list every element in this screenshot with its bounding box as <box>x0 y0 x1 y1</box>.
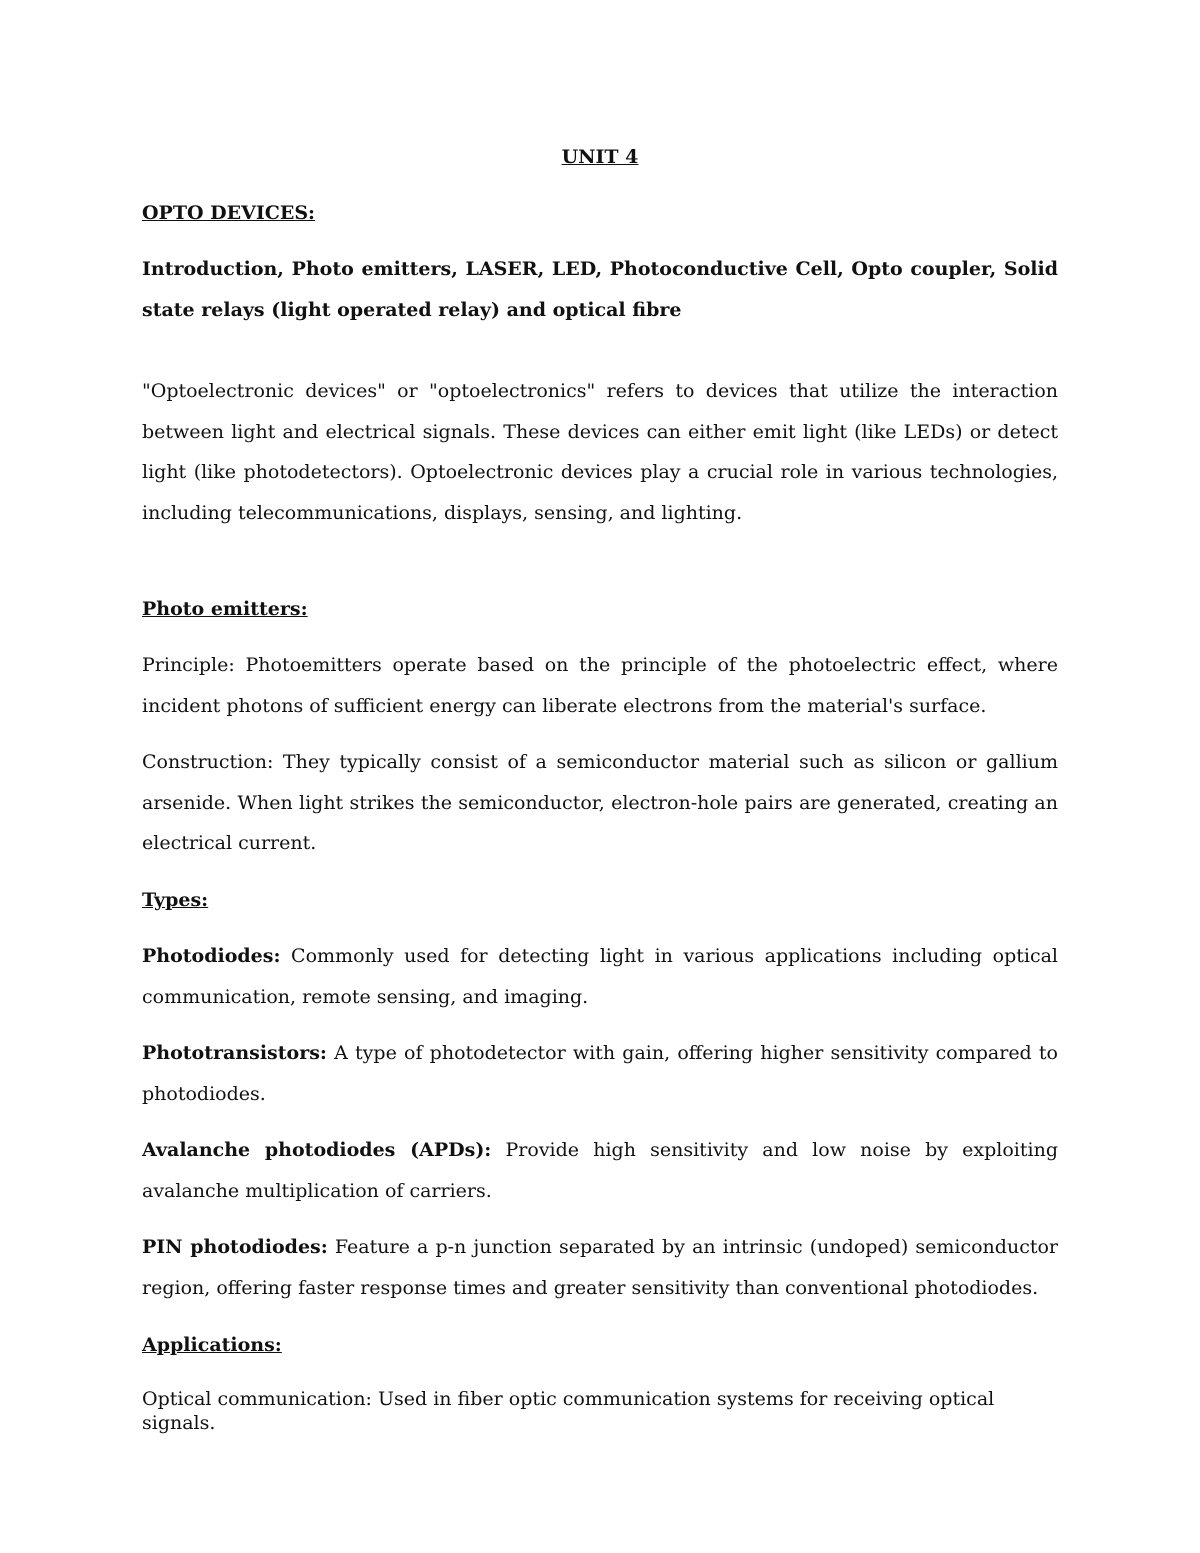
section-title: OPTO DEVICES: <box>142 202 316 224</box>
type-description: Provide high sensitivity and low noise by exploiting avalanche multiplication of carriers. <box>142 1139 1058 1202</box>
topics-list: Introduction, Photo emitters, LASER, LED, Photoconductive Cell, Opto coupler, Solid state relays (light operated relay) and optical fibre <box>142 258 1058 321</box>
applications-heading: Applications: <box>142 1334 282 1356</box>
type-item-apds <box>142 1130 1058 1211</box>
types-heading: Types: <box>142 889 209 911</box>
type-term: Photodiodes: <box>142 945 281 967</box>
type-description: A type of photodetector with gain, offering higher sensitivity compared to photodiodes. <box>142 1042 1058 1105</box>
principle-paragraph: Principle: Photoemitters operate based on the principle of the photoelectric effect, where incident photons of sufficient energy can liberate electrons from the material's surface. <box>142 654 1058 717</box>
photo-emitters-heading: Photo emitters: <box>142 598 308 620</box>
type-description: Commonly used for detecting light in various applications including optical communication, remote sensing, and imaging. <box>142 945 1058 1008</box>
type-term: Phototransistors: <box>142 1042 327 1064</box>
unit-title: UNIT 4 <box>561 146 639 168</box>
type-term: PIN photodiodes: <box>142 1236 328 1258</box>
type-item-pin <box>142 1227 1058 1308</box>
type-item-phototransistors <box>142 1033 1058 1114</box>
construction-paragraph: Construction: They typically consist of a semiconductor material such as silicon or gallium arsenide. When light strikes the semiconductor, electron-hole pairs are generated, creating an electrical current. <box>142 751 1058 854</box>
type-description: Feature a p-n junction separated by an intrinsic (undoped) semiconductor region, offering faster response times and greater sensitivity than conventional photodiodes. <box>142 1236 1058 1299</box>
intro-paragraph: "Optoelectronic devices" or "optoelectronics" refers to devices that utilize the interaction between light and electrical signals. These devices can either emit light (like LEDs) or detect light (like photodetectors). Optoelectronic devices play a crucial role in various technologies, including telecommunications, displays, sensing, and lighting. <box>142 380 1058 524</box>
type-term: Avalanche photodiodes (APDs): <box>142 1139 492 1161</box>
application-item: Optical communication: Used in fiber optic communication systems for receiving optical signals. <box>142 1388 995 1434</box>
type-item-photodiodes <box>142 936 1058 1017</box>
